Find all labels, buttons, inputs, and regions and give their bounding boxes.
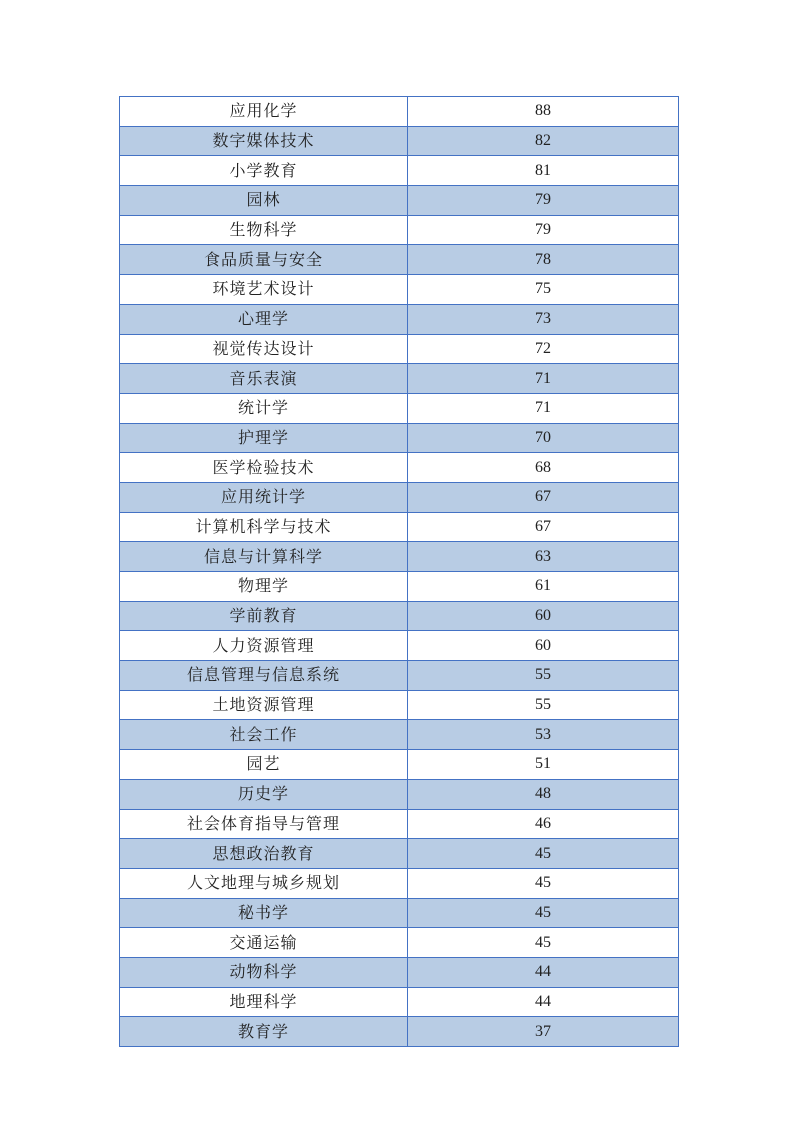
table-row: [120, 868, 679, 898]
major-name-cell: 土地资源管理: [120, 690, 408, 720]
table-row: [120, 542, 679, 572]
table-row: [120, 809, 679, 839]
count-value-cell: 44: [408, 957, 679, 987]
table-row: [120, 393, 679, 423]
major-name-cell: 社会工作: [120, 720, 408, 750]
major-name-cell: 医学检验技术: [120, 453, 408, 483]
count-value-cell: 73: [408, 304, 679, 334]
table-row: [120, 423, 679, 453]
count-value-cell: 51: [408, 750, 679, 780]
count-value-cell: 70: [408, 423, 679, 453]
count-value-cell: 55: [408, 661, 679, 691]
count-value-cell: 60: [408, 631, 679, 661]
count-value-cell: 53: [408, 720, 679, 750]
major-name-cell: 人力资源管理: [120, 631, 408, 661]
count-value-cell: 67: [408, 482, 679, 512]
count-value-cell: 67: [408, 512, 679, 542]
major-name-cell: 园艺: [120, 750, 408, 780]
table-row: [120, 928, 679, 958]
count-value-cell: 45: [408, 898, 679, 928]
count-value-cell: 71: [408, 393, 679, 423]
major-name-cell: 交通运输: [120, 928, 408, 958]
major-name-cell: 动物科学: [120, 957, 408, 987]
table-row: [120, 779, 679, 809]
table-row: [120, 750, 679, 780]
table-row: [120, 957, 679, 987]
count-value-cell: 45: [408, 839, 679, 869]
count-value-cell: 45: [408, 928, 679, 958]
count-value-cell: 78: [408, 245, 679, 275]
table-row: [120, 572, 679, 602]
count-value-cell: 63: [408, 542, 679, 572]
table-row: [120, 690, 679, 720]
major-name-cell: 音乐表演: [120, 364, 408, 394]
count-value-cell: 79: [408, 186, 679, 216]
count-value-cell: 44: [408, 987, 679, 1017]
table-row: [120, 631, 679, 661]
major-name-cell: 环境艺术设计: [120, 275, 408, 305]
table-row: [120, 304, 679, 334]
count-value-cell: 61: [408, 572, 679, 602]
table-row: [120, 364, 679, 394]
count-value-cell: 79: [408, 215, 679, 245]
count-value-cell: 68: [408, 453, 679, 483]
major-name-cell: 秘书学: [120, 898, 408, 928]
table-body: [120, 97, 679, 1047]
major-name-cell: 统计学: [120, 393, 408, 423]
table-row: [120, 215, 679, 245]
table-row: [120, 97, 679, 127]
major-name-cell: 人文地理与城乡规划: [120, 868, 408, 898]
count-value-cell: 48: [408, 779, 679, 809]
major-name-cell: 地理科学: [120, 987, 408, 1017]
count-value-cell: 72: [408, 334, 679, 364]
major-name-cell: 视觉传达设计: [120, 334, 408, 364]
major-name-cell: 心理学: [120, 304, 408, 334]
major-name-cell: 物理学: [120, 572, 408, 602]
table-row: [120, 839, 679, 869]
table-row: [120, 186, 679, 216]
major-name-cell: 学前教育: [120, 601, 408, 631]
table-row: [120, 898, 679, 928]
table-row: [120, 601, 679, 631]
major-name-cell: 思想政治教育: [120, 839, 408, 869]
major-name-cell: 计算机科学与技术: [120, 512, 408, 542]
major-name-cell: 教育学: [120, 1017, 408, 1047]
count-value-cell: 82: [408, 126, 679, 156]
table-row: [120, 720, 679, 750]
table-row: [120, 453, 679, 483]
table-row: [120, 126, 679, 156]
table-row: [120, 482, 679, 512]
major-name-cell: 信息与计算科学: [120, 542, 408, 572]
count-value-cell: 46: [408, 809, 679, 839]
major-name-cell: 生物科学: [120, 215, 408, 245]
count-value-cell: 37: [408, 1017, 679, 1047]
major-name-cell: 数字媒体技术: [120, 126, 408, 156]
table-row: [120, 512, 679, 542]
table-row: [120, 1017, 679, 1047]
major-name-cell: 信息管理与信息系统: [120, 661, 408, 691]
count-value-cell: 71: [408, 364, 679, 394]
table-row: [120, 275, 679, 305]
count-value-cell: 81: [408, 156, 679, 186]
table-row: [120, 334, 679, 364]
major-name-cell: 应用化学: [120, 97, 408, 127]
count-value-cell: 60: [408, 601, 679, 631]
count-value-cell: 55: [408, 690, 679, 720]
count-value-cell: 88: [408, 97, 679, 127]
count-value-cell: 45: [408, 868, 679, 898]
table-row: [120, 156, 679, 186]
major-name-cell: 小学教育: [120, 156, 408, 186]
major-name-cell: 园林: [120, 186, 408, 216]
major-name-cell: 历史学: [120, 779, 408, 809]
table-row: [120, 245, 679, 275]
major-name-cell: 应用统计学: [120, 482, 408, 512]
count-value-cell: 75: [408, 275, 679, 305]
major-name-cell: 护理学: [120, 423, 408, 453]
major-name-cell: 社会体育指导与管理: [120, 809, 408, 839]
major-name-cell: 食品质量与安全: [120, 245, 408, 275]
major-count-table: [119, 96, 679, 1047]
table-row: [120, 661, 679, 691]
table-row: [120, 987, 679, 1017]
